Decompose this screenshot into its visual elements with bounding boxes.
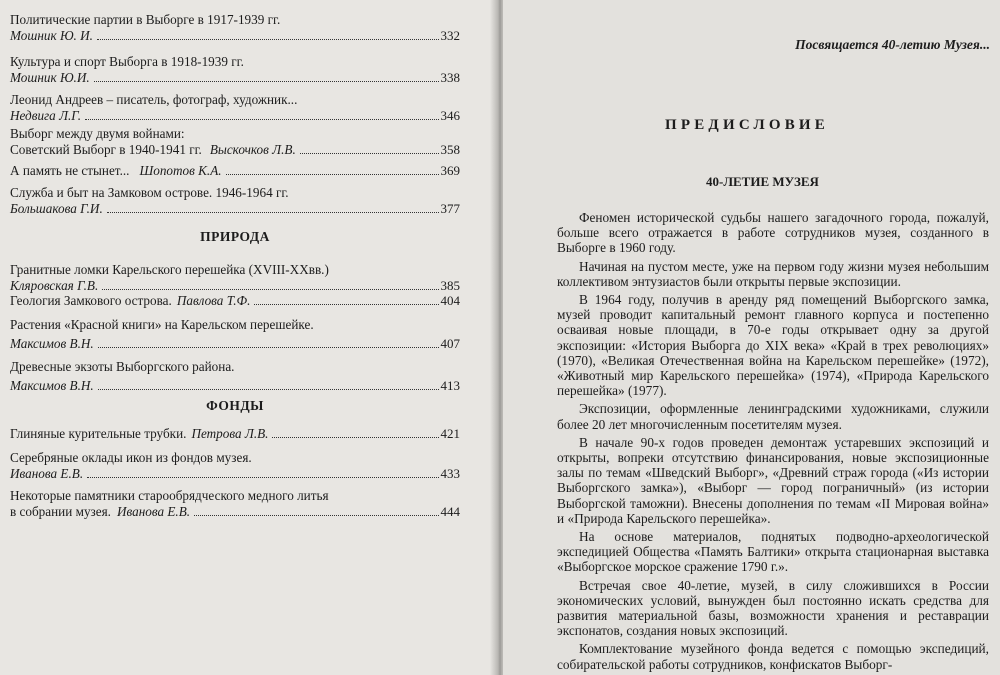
leader-dots [102, 289, 438, 290]
toc-entry-page: 433 [440, 465, 460, 481]
leader-dots [98, 347, 439, 348]
toc-entry-page: 358 [440, 141, 460, 157]
toc-entry [10, 185, 460, 216]
toc-entry [10, 163, 460, 179]
toc-entry-title: Некоторые памятники старообрядческого медного литья [10, 488, 329, 503]
toc-entry [10, 54, 460, 85]
toc-entry [10, 293, 460, 309]
toc-entry-title: Выборг между двумя войнами: [10, 126, 185, 141]
paragraph: Феномен исторической судьбы нашего загадочного города, пожалуй, больше всего отражается в работе сотрудников музея, созданного в Выборге в 1960 году. [557, 210, 989, 256]
toc-entry-page: 338 [440, 69, 460, 85]
toc-entry-page: 407 [440, 335, 460, 351]
toc-entry-title-cont: Советский Выборг в 1940-1941 гг. [10, 141, 202, 157]
toc-entry-author: Кляровская Г.В. [10, 277, 99, 293]
toc-entry-title-cont: в собрании музея. [10, 503, 111, 519]
toc-entry-page: 385 [440, 277, 460, 293]
paragraph: Встречая свое 40-летие, музей, в силу сложившихся в России экономических условий, вынужден был постоянно искать средства для развития материальной базы, возможности хранения и реставрации экспонатов, создания новых экспозиций. [557, 577, 989, 639]
paragraph: В 1964 году, получив в аренду ряд помещений Выборгского замка, музей проводит капитальный ремонт главного корпуса и постепенно осваивая новые площади, в 70-е годы открывает одну за другой экспозиции: «История Выборга до XIX века» «Край в трех революциях» (1970), «Великая Отечественная война на Карельском перешейке» (1972), «Животный мир Карельского перешейка» (1974), «Природа Карельского перешейка» (1977). [557, 292, 989, 399]
toc-entry [10, 262, 460, 293]
leader-dots [254, 304, 438, 305]
toc-entry [10, 126, 460, 157]
leader-dots [98, 389, 439, 390]
paragraph: Экспозиции, оформленные ленинградскими художниками, служили более 20 лет многочисленным посетителям музея. [557, 401, 989, 432]
toc-entry-title: Серебряные оклады икон из фондов музея. [10, 450, 252, 465]
toc-entry-title: Геология Замкового острова. [10, 293, 172, 308]
toc-entry-title: Политические партии в Выборге в 1917-1939 гг. [10, 12, 281, 27]
toc-entry-author: Мошник Ю.И. [10, 69, 90, 85]
toc-entry [10, 488, 460, 519]
toc-entry-author: Выскочков Л.В. [209, 141, 296, 157]
section-subtitle: 40-ЛЕТИЕ МУЗЕЯ [706, 174, 819, 189]
toc-entry-title: Древесные экзоты Выборгского района. [10, 359, 235, 374]
paragraph: На основе материалов, поднятых подводно-археологической экспедицией Общества «Память Балтики» открыта стационарная выставка «Выборгское морское сражение 1790 г.». [557, 529, 989, 575]
leader-dots [94, 81, 439, 82]
leader-dots [97, 39, 439, 40]
paragraph: В начале 90-х годов проведен демонтаж устаревших экспозиций и открыты, вопреки отсутствию финансирования, новые экспозиционные залы по темам «Шведский Выборг», «Древний страж города («Из истории Выборгского замка»), «Выборг — город пограничный» (из истории Выборгской таможни). Внесены дополнения по темам «II Мировая война» и «Природа Карельского перешейка». [557, 434, 989, 526]
toc-entry-title: Служба и быт на Замковом острове. 1946-1964 гг. [10, 185, 289, 200]
leader-dots [107, 212, 439, 213]
toc-entry-page: 421 [440, 426, 460, 441]
toc-entry-author: Максимов В.Н. [10, 377, 94, 393]
toc-entry-page: 369 [440, 163, 460, 178]
toc-entry-author: Максимов В.Н. [10, 335, 94, 351]
toc-entry-title: Растения «Красной книги» на Карельском перешейке. [10, 317, 314, 332]
paragraph: Начиная на пустом месте, уже на первом году жизни музея небольшим коллективом энтузиастов были открыты первые экспозиции. [557, 258, 989, 289]
toc-entry-author: Мошник Ю. И. [10, 27, 93, 43]
leader-dots [87, 477, 438, 478]
toc-entry [10, 426, 460, 442]
toc-entry-author: Большакова Г.И. [10, 200, 103, 216]
page-title: ПРЕДИСЛОВИЕ [665, 117, 830, 133]
toc-entry [10, 450, 460, 481]
toc-entry-author: Павлова Т.Ф. [176, 293, 251, 308]
left-page [0, 0, 497, 675]
toc-entry-page: 332 [440, 27, 460, 43]
section-heading-funds: ФОНДЫ [206, 398, 264, 413]
toc-entry-title: Культура и спорт Выборга в 1918-1939 гг. [10, 54, 244, 69]
toc-entry-title: Леонид Андреев – писатель, фотограф, художник... [10, 92, 298, 107]
toc-entry-author: Недвига Л.Г. [10, 107, 82, 123]
leader-dots [272, 437, 438, 438]
paragraph: Комплектование музейного фонда ведется с помощью экспедиций, собирательской работы сотрудников, конфискатов Выборг- [557, 641, 989, 672]
toc-entry-page: 404 [440, 293, 460, 308]
toc-entry-title: А память не стынет... [10, 163, 130, 178]
toc-entry-author: Петрова Л.В. [191, 426, 269, 441]
preface-body [557, 210, 989, 675]
toc-entry [10, 359, 460, 393]
toc-entry-author: Иванова Е.В. [10, 465, 84, 481]
toc-entry-author: Шопотов К.А. [139, 163, 222, 178]
toc-entry [10, 12, 460, 43]
toc-entry [10, 92, 460, 123]
leader-dots [226, 174, 439, 175]
toc-entry-title: Глиняные курительные трубки. [10, 426, 187, 441]
toc-entry-page: 444 [440, 503, 460, 519]
section-heading-nature: ПРИРОДА [200, 229, 270, 244]
toc-entry-page: 377 [440, 200, 460, 216]
leader-dots [300, 153, 439, 154]
toc-entry-author: Иванова Е.В. [116, 503, 191, 519]
toc-entry-page: 413 [440, 377, 460, 393]
toc-entry [10, 317, 460, 351]
toc-entry-page: 346 [440, 107, 460, 123]
leader-dots [194, 515, 438, 516]
toc-entry-title: Гранитные ломки Карельского перешейка (XVIII-XXвв.) [10, 262, 329, 277]
dedication-header: Посвящается 40-летию Музея... [795, 37, 990, 52]
leader-dots [85, 119, 438, 120]
